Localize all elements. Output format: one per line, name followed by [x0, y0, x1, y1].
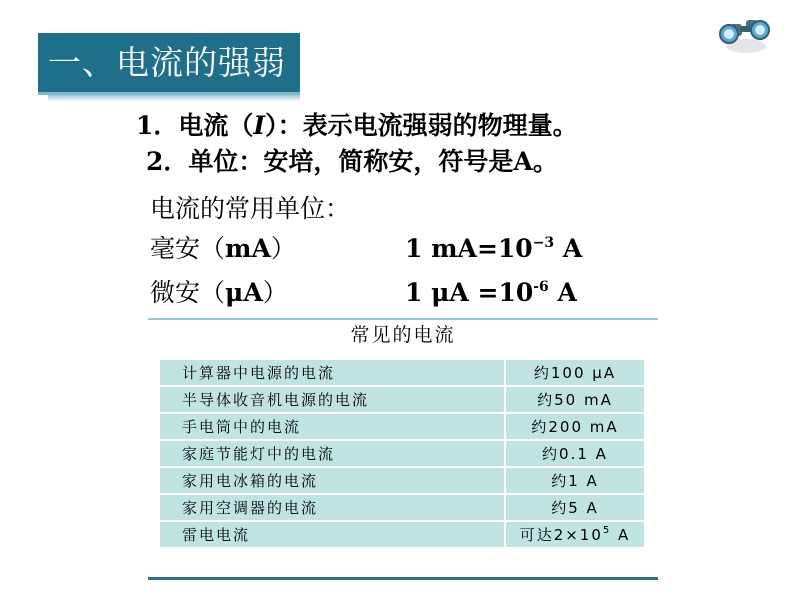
item-1-definition: ）：表示电流强弱的物理量。 — [265, 111, 578, 140]
table-cell-item: 家用空调器的电流 — [160, 495, 504, 520]
unit-row-microamp — [150, 277, 288, 309]
item-1-number: 1． — [136, 111, 179, 140]
item-2-number: 2． — [146, 147, 189, 176]
unit-name: 微安（ — [150, 278, 226, 307]
equation-exponent: -6 — [533, 279, 549, 295]
item-1 — [136, 110, 578, 142]
unit-name: 毫安（ — [150, 234, 226, 263]
table-cell-item: 家用电冰箱的电流 — [160, 468, 504, 493]
unit-close: ） — [262, 278, 288, 307]
value-prefix: 可达2×10 — [519, 526, 603, 544]
table-cell-item: 计算器中电源的电流 — [160, 360, 504, 385]
section-title: 一、电流的强弱 — [48, 43, 286, 82]
equation-unit: A — [548, 278, 577, 307]
table-cell-value: 约1 A — [506, 468, 644, 493]
table-cell-value: 约100 μA — [506, 360, 644, 385]
table-row — [160, 414, 644, 439]
binoculars-icon — [716, 14, 774, 58]
item-2-end: 。 — [532, 147, 558, 176]
item-2-text: 单位：安培，简称安，符号是 — [188, 147, 514, 176]
unit-symbol: mA — [225, 234, 271, 263]
table-cell-item: 雷电电流 — [160, 522, 504, 547]
common-currents-table — [158, 358, 646, 549]
unit-equation-microamp — [405, 277, 577, 309]
table-cell-item: 手电筒中的电流 — [160, 414, 504, 439]
table-cell-item: 家庭节能灯中的电流 — [160, 441, 504, 466]
table-cell-item: 半导体收音机电源的电流 — [160, 387, 504, 412]
item-1-label: 电流（ — [178, 111, 254, 140]
unit-close: ） — [270, 234, 296, 263]
section-title-bar — [38, 33, 300, 95]
item-2-unit: A — [513, 147, 533, 176]
current-symbol: I — [253, 111, 266, 140]
bottom-divider — [148, 577, 658, 580]
table-caption: 常见的电流 — [350, 324, 456, 346]
table-cell-value: 约5 A — [506, 495, 644, 520]
unit-symbol: μA — [225, 278, 263, 307]
common-units-heading: 电流的常用单位： — [150, 194, 351, 223]
value-unit: A — [611, 526, 631, 544]
item-2 — [146, 146, 558, 178]
table-cell-value: 约200 mA — [506, 414, 644, 439]
table-row — [160, 360, 644, 385]
unit-row-milliamp — [150, 233, 296, 265]
table-cell-value: 约50 mA — [506, 387, 644, 412]
table-row — [160, 522, 644, 547]
equation-unit: A — [554, 234, 583, 263]
common-currents-table-panel — [148, 318, 658, 580]
unit-equation-milliamp — [405, 233, 582, 265]
equation-base: 1 μA =10 — [405, 278, 534, 307]
table-row — [160, 468, 644, 493]
table-cell-value — [506, 522, 644, 547]
table-row — [160, 495, 644, 520]
table-row — [160, 441, 644, 466]
equation-exponent: −3 — [532, 235, 555, 251]
equation-base: 1 mA=10 — [405, 234, 533, 263]
value-exponent: 5 — [602, 525, 612, 536]
table-row — [160, 387, 644, 412]
table-cell-value: 约0.1 A — [506, 441, 644, 466]
